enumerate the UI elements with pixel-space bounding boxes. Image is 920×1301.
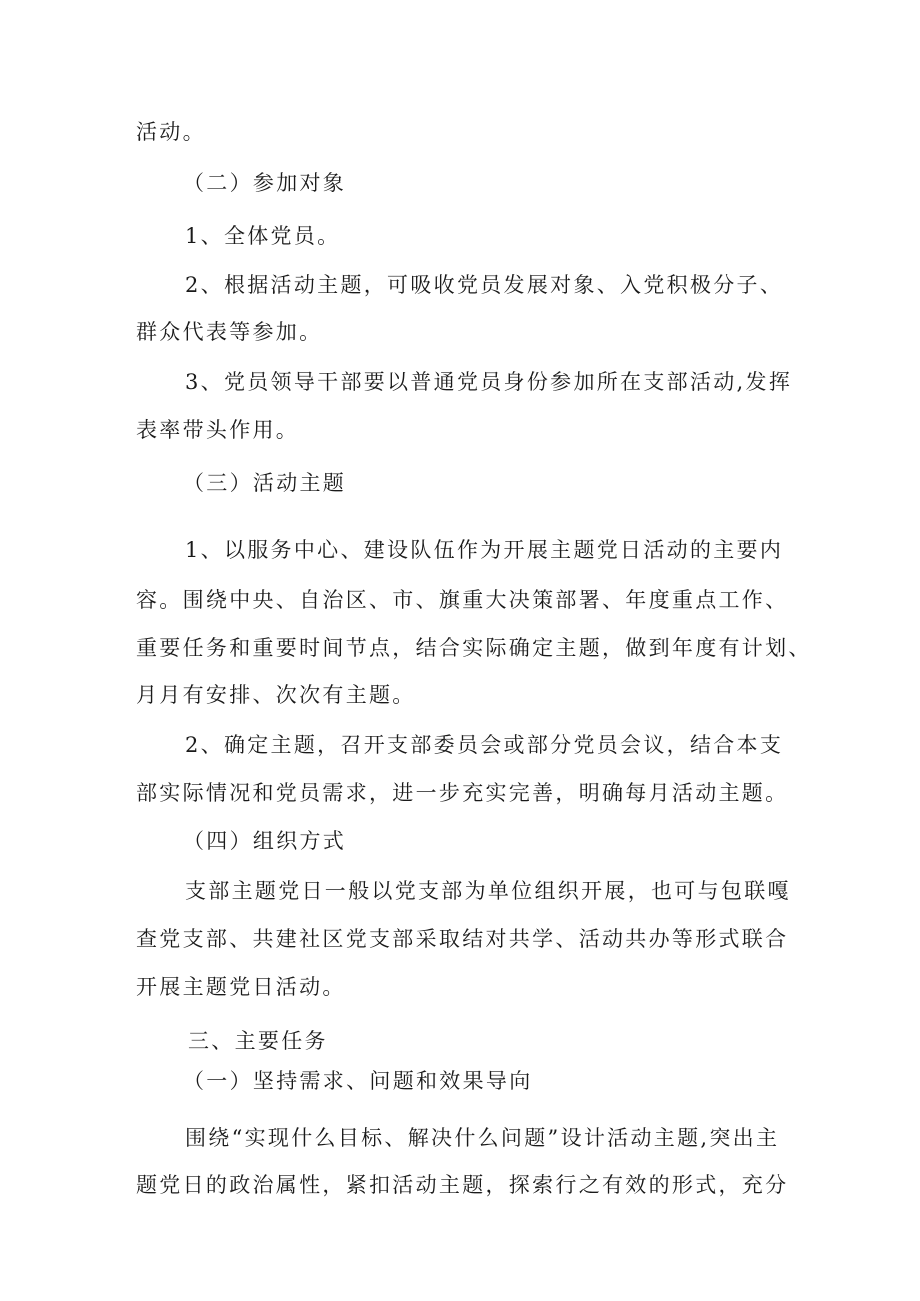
section-heading-theme: （三）活动主题 [183, 471, 347, 495]
theme-item-2-line-1: 2、确定主题，召开支部委员会或部分党员会议，结合本支 [185, 733, 784, 757]
participants-item-3-line-1: 3、党员领导干部要以普通党员身份参加所在支部活动,发挥 [185, 370, 793, 394]
continuation-text: 活动。 [136, 120, 206, 144]
theme-item-1-line-2: 容。围绕中央、自治区、市、旗重大决策部署、年度重点工作、 [136, 588, 789, 612]
theme-item-2-line-2: 部实际情况和党员需求，进一步充实完善，明确每月活动主题。 [136, 781, 789, 805]
theme-item-1-line-3: 重要任务和重要时间节点，结合实际确定主题，做到年度有计划、 [136, 636, 812, 660]
organization-paragraph-line-1: 支部主题党日一般以党支部为单位组织开展，也可与包联嘎 [185, 879, 791, 903]
section-heading-organization: （四）组织方式 [183, 829, 347, 853]
section-heading-participants: （二）参加对象 [183, 171, 347, 195]
participants-item-1: 1、全体党员。 [185, 224, 341, 248]
main-tasks-paragraph-line-2: 题党日的政治属性，紧扣活动主题，探索行之有效的形式，充分 [136, 1173, 789, 1197]
main-tasks-paragraph-line-1: 围绕“实现什么目标、解决什么问题”设计活动主题,突出主 [185, 1126, 780, 1150]
organization-paragraph-line-3: 开展主题党日活动。 [136, 975, 346, 999]
theme-item-1-line-4: 月月有安排、次次有主题。 [136, 683, 416, 707]
theme-item-1-line-1: 1、以服务中心、建设队伍作为开展主题党日活动的主要内 [185, 538, 784, 562]
participants-item-3-line-2: 表率带头作用。 [136, 418, 300, 442]
participants-item-2-line-2: 群众代表等参加。 [136, 320, 323, 344]
chapter-heading-main-tasks: 三、主要任务 [188, 1029, 328, 1053]
organization-paragraph-line-2: 查党支部、共建社区党支部采取结对共学、活动共办等形式联合 [136, 927, 789, 951]
section-heading-orientation: （一）坚持需求、问题和效果导向 [183, 1069, 533, 1093]
participants-item-2-line-1: 2、根据活动主题，可吸收党员发展对象、入党积极分子、 [185, 273, 784, 297]
